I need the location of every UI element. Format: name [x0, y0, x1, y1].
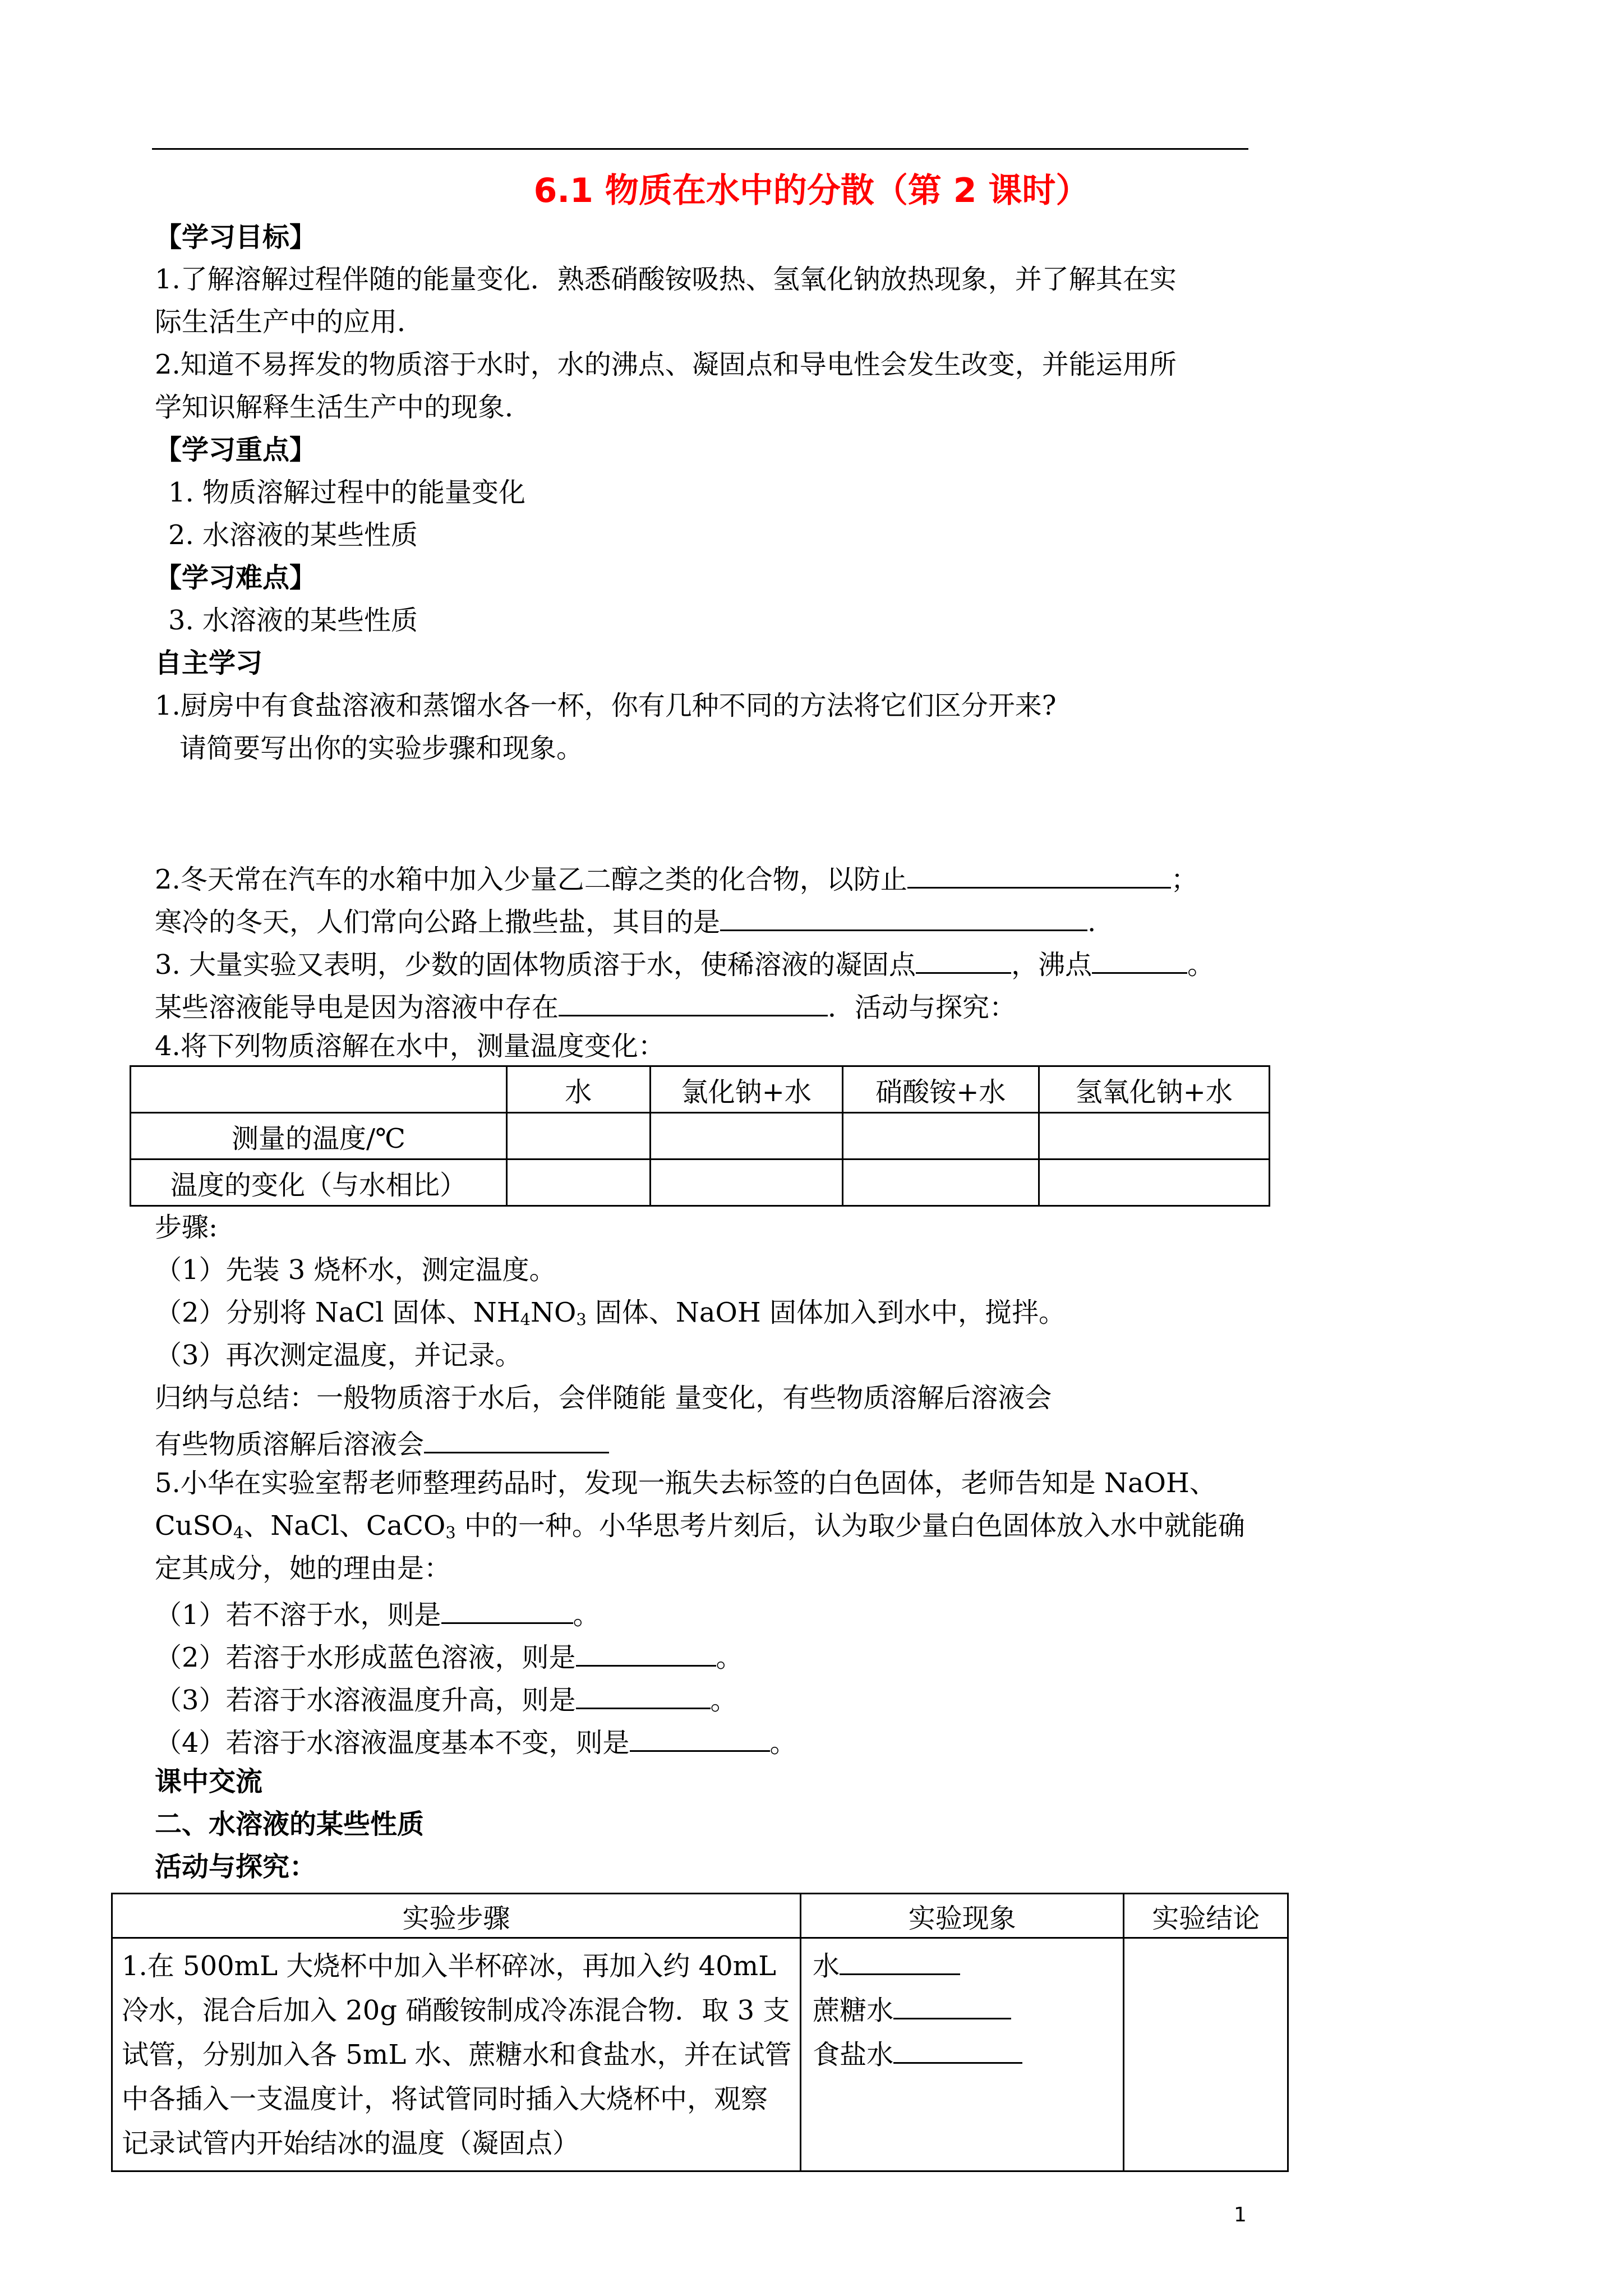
table-header-row: [131, 1066, 1270, 1113]
subscript: 4: [520, 1309, 531, 1329]
punctuation: 。: [716, 1642, 743, 1673]
answer-blank[interactable]: [630, 1723, 770, 1752]
punctuation: 。: [710, 1685, 737, 1716]
activity-heading: 活动与探究：: [155, 1851, 317, 1883]
summary-text: 有些物质溶解后溶液会: [155, 1429, 425, 1460]
answer-blank[interactable]: [893, 1991, 1011, 2019]
table-cell[interactable]: [1039, 1113, 1269, 1159]
observation-salt-water: [801, 2033, 1123, 2077]
subscript: 4: [233, 1522, 244, 1542]
answer-blank[interactable]: [576, 1681, 711, 1709]
question-2-line2: [155, 903, 1096, 939]
conclusion-cell[interactable]: [1124, 1938, 1288, 2171]
table-row: [131, 1113, 1270, 1159]
punctuation: 。: [573, 1599, 600, 1631]
question-1-line2: 请简要写出你的实验步骤和现象。: [179, 733, 584, 764]
question-3-line2: [155, 988, 1016, 1024]
punctuation: 。: [1187, 949, 1215, 981]
observation-label: 蔗糖水: [813, 1995, 894, 2026]
observation-label: 食盐水: [813, 2039, 894, 2070]
summary-line1: 归纳与总结：一般物质溶于水后，会伴随能 量变化，有些物质溶解后溶液会: [155, 1382, 1052, 1414]
goals-heading: 【学习目标】: [155, 222, 317, 253]
table-header-cell: [131, 1066, 507, 1113]
answer-blank[interactable]: [576, 1638, 716, 1667]
table-cell[interactable]: [843, 1159, 1039, 1206]
observation-cell: [801, 1938, 1124, 2171]
key-points-heading: 【学习重点】: [155, 434, 317, 466]
question-5-line2: [155, 1510, 1245, 1543]
table-header-cell: 实验现象: [801, 1894, 1124, 1938]
answer-blank[interactable]: [907, 860, 1171, 889]
step-2: [155, 1297, 1066, 1329]
question-5-line3: 定其成分，她的理由是：: [155, 1553, 451, 1584]
answer-blank[interactable]: [559, 988, 828, 1016]
answer-blank[interactable]: [720, 903, 1087, 931]
question-2-text: 2.冬天常在汽车的水箱中加入少量乙二醇之类的化合物，以防止: [155, 864, 907, 895]
goal-2-line2: 学知识解释生活生产中的现象．: [155, 392, 532, 423]
answer-blank[interactable]: [1092, 945, 1187, 974]
punctuation: ；: [1170, 864, 1198, 895]
step-2-text: NO: [530, 1297, 577, 1328]
step-2-text: （2）分别将 NaCl 固体、NH: [155, 1297, 520, 1328]
key-point-2: 2. 水溶液的某些性质: [168, 519, 418, 551]
observation-water: [801, 1944, 1123, 1989]
table-cell[interactable]: [506, 1113, 650, 1159]
question-1-line1: 1.厨房中有食盐溶液和蒸馏水各一杯，你有几种不同的方法将它们区分开来?: [155, 690, 1057, 721]
question-3-text: 3. 大量实验又表明，少数的固体物质溶于水，使稀溶液的凝固点: [155, 949, 916, 981]
step-2-text: 固体、NaOH 固体加入到水中，搅拌。: [586, 1297, 1066, 1328]
table-cell[interactable]: [506, 1159, 650, 1206]
answer-prompt: （4）若溶于水溶液温度基本不变，则是: [155, 1727, 630, 1759]
answer-blank[interactable]: [893, 2035, 1022, 2064]
temperature-table: [130, 1065, 1270, 1207]
table-row: [112, 1938, 1288, 2171]
answer-prompt: （2）若溶于水形成蓝色溶液，则是: [155, 1642, 576, 1673]
table-header-cell: 实验步骤: [112, 1894, 801, 1938]
page-number: 1: [1234, 2203, 1247, 2226]
experiment-step-text: 1.在 500mL 大烧杯中加入半杯碎冰，再加入约 40mL 冷水，混合后加入 20g 硝酸铵制成冷冻混合物．取 3 支试管，分别加入各 5mL 水、蔗糖水和食盐水，并在试管中各插入一支温度计，将试管同时插入大烧杯中，观察记录试管内开始结冰的温度（凝固点）: [122, 1950, 792, 2159]
difficulties-heading: 【学习难点】: [155, 562, 317, 593]
key-point-1: 1. 物质溶解过程中的能量变化: [168, 477, 526, 508]
table-header-cell: 实验结论: [1124, 1894, 1288, 1938]
question-5-answer-2: [155, 1638, 743, 1674]
answer-prompt: （3）若溶于水溶液温度升高，则是: [155, 1685, 576, 1716]
table-cell[interactable]: [650, 1159, 843, 1206]
self-study-heading: 自主学习: [155, 647, 263, 679]
answer-blank[interactable]: [916, 945, 1011, 974]
question-2-line1: [155, 860, 1198, 896]
answer-prompt: （1）若不溶于水，则是: [155, 1599, 441, 1631]
question-3-line1: [155, 945, 1214, 982]
question-3b-text: 某些溶液能导电是因为溶液中存在: [155, 992, 559, 1023]
experiment-table: [111, 1893, 1289, 2172]
table-header-row: [112, 1894, 1288, 1938]
table-header-cell: 氢氧化钠+水: [1039, 1066, 1269, 1113]
row-label: 测量的温度/℃: [131, 1113, 507, 1159]
steps-heading: 步骤:: [155, 1212, 218, 1243]
goal-1-line1: 1.了解溶解过程伴随的能量变化．熟悉硝酸铵吸热、氢氧化钠放热现象，并了解其在实: [155, 264, 1177, 295]
question-5-answer-1: [155, 1595, 600, 1632]
answer-blank[interactable]: [424, 1425, 609, 1453]
goal-1-line2: 际生活生产中的应用．: [155, 306, 425, 338]
observation-label: 水: [813, 1950, 840, 1982]
question-2b-text: 寒冷的冬天，人们常向公路上撒些盐，其目的是: [155, 907, 721, 938]
table-cell[interactable]: [1039, 1159, 1269, 1206]
formula-text: CuSO: [155, 1510, 233, 1542]
question-5-answer-4: [155, 1723, 797, 1760]
in-class-heading: 课中交流: [155, 1766, 263, 1797]
summary-line2: [155, 1425, 609, 1461]
observation-sugar-water: [801, 1989, 1123, 2033]
page-title: 6.1 物质在水中的分散（第 2 课时）: [533, 171, 1090, 210]
question-4: 4.将下列物质溶解在水中，测量温度变化：: [155, 1030, 665, 1062]
question-3-mid: ，沸点: [1011, 949, 1092, 981]
difficulty-1: 3. 水溶液的某些性质: [168, 605, 418, 636]
punctuation: .: [1087, 907, 1096, 938]
table-header-cell: 氯化钠+水: [650, 1066, 843, 1113]
step-1: （1）先装 3 烧杯水，测定温度。: [155, 1254, 556, 1286]
question-5-text: 中的一种。小华思考片刻后，认为取少量白色固体放入水中就能确: [455, 1510, 1245, 1542]
table-header-cell: 硝酸铵+水: [843, 1066, 1039, 1113]
question-5-line1: 5.小华在实验室帮老师整理药品时，发现一瓶失去标签的白色固体，老师告知是 NaOH、: [155, 1467, 1216, 1499]
step-3: （3）再次测定温度，并记录。: [155, 1340, 522, 1371]
answer-blank[interactable]: [441, 1595, 573, 1624]
experiment-step-cell: [112, 1938, 801, 2171]
answer-blank[interactable]: [840, 1947, 960, 1975]
punctuation: 。: [769, 1727, 797, 1759]
table-cell[interactable]: [650, 1113, 843, 1159]
row-label: 温度的变化（与水相比）: [131, 1159, 507, 1206]
subscript: 3: [445, 1522, 456, 1542]
table-cell[interactable]: [843, 1113, 1039, 1159]
goal-2-line1: 2.知道不易挥发的物质溶于水时，水的沸点、凝固点和导电性会发生改变，并能运用所: [155, 349, 1177, 380]
formula-text: 、NaCl、CaCO: [243, 1510, 446, 1542]
table-row: [131, 1159, 1270, 1206]
question-3b-end: ．活动与探究：: [828, 992, 1017, 1023]
header-rule: [152, 148, 1248, 150]
question-5-answer-3: [155, 1681, 737, 1717]
subscript: 3: [576, 1309, 587, 1329]
section-heading: 二、水溶液的某些性质: [155, 1809, 425, 1840]
table-header-cell: 水: [506, 1066, 650, 1113]
